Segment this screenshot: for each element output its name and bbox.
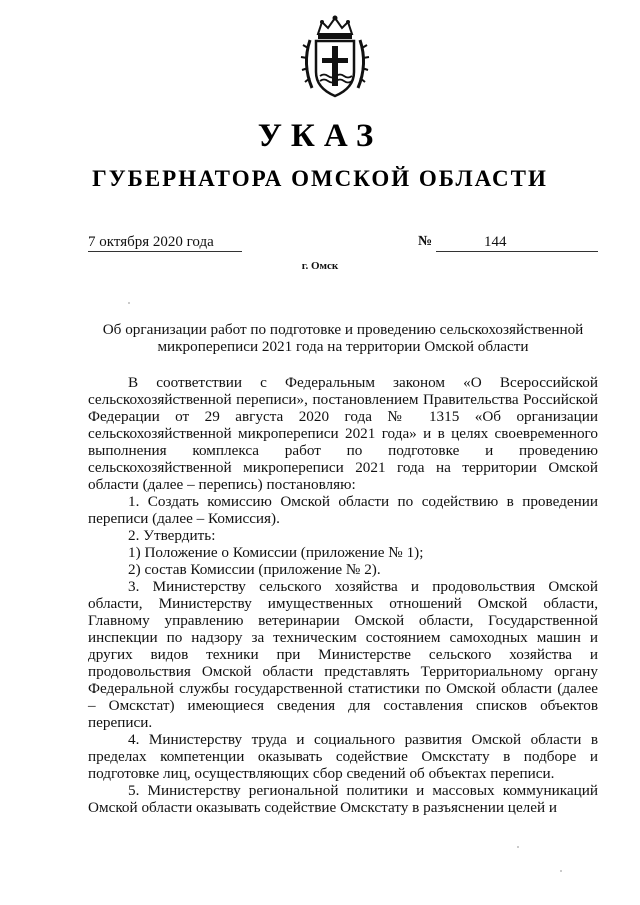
scan-speck — [517, 846, 519, 848]
paragraph: 1) Положение о Комиссии (приложение № 1); — [128, 544, 424, 561]
decree-body — [88, 374, 598, 816]
decree-subject: Об организации работ по подготовке и проведению сельскохозяйственной микропереписи 2021 года на территории Омской области — [102, 321, 584, 355]
scan-speck — [128, 302, 130, 304]
paragraph: 3. Министерству сельского хозяйства и продовольствия Омской области, Министерству имущественных отношений Омской области, Главному управлению ветеринарии Омской области, Государственной инспекции по надзору за техническим состоянием самоходных машин и других видов техники при Министерстве сельского хозяйства и продовольствия Омской области представлять Территориальному органу Федеральной службы государственной статистики по Омской области (далее – Омскстат) имеющиеся сведения для составления списков объектов переписи. — [88, 578, 598, 731]
paragraph: 2) состав Комиссии (приложение № 2). — [128, 561, 381, 578]
document-title: УКАЗ — [257, 118, 383, 154]
decree-number: 144 — [436, 233, 598, 252]
decree-date: 7 октября 2020 года — [88, 233, 242, 252]
scan-speck — [560, 870, 562, 872]
paragraph: 2. Утвердить: — [128, 527, 216, 544]
decree-city: г. Омск — [301, 260, 339, 272]
document-subtitle: ГУБЕРНАТОРА ОМСКОЙ ОБЛАСТИ — [92, 166, 548, 191]
paragraph: 4. Министерству труда и социального развития Омской области в пределах компетенции оказывать содействие Омскстату в подборе и подготовке лиц, осуществляющих сбор сведений об объектах переписи. — [88, 731, 598, 782]
paragraph: В соответствии с Федеральным законом «О Всероссийской сельскохозяйственной переписи», постановлением Правительства Российской Федерации от 29 августа 2020 года № 1315 «Об организации сельскохозяйственной микропереписи 2021 года» и в целях своевременного выполнения комплекса работ по подготовке и проведению сельскохозяйственной микропереписи 2021 года на территории Омской области (далее – перепись) постановляю: — [88, 374, 598, 493]
decree-number-label: № — [418, 234, 433, 249]
paragraph: 5. Министерству региональной политики и массовых коммуникаций Омской области оказывать содействие Омскстату в разъяснении целей и — [88, 782, 598, 816]
omsk-coat-of-arms-icon — [300, 14, 370, 102]
paragraph: 1. Создать комиссию Омской области по содействию в проведении переписи (далее – Комиссия). — [88, 493, 598, 527]
